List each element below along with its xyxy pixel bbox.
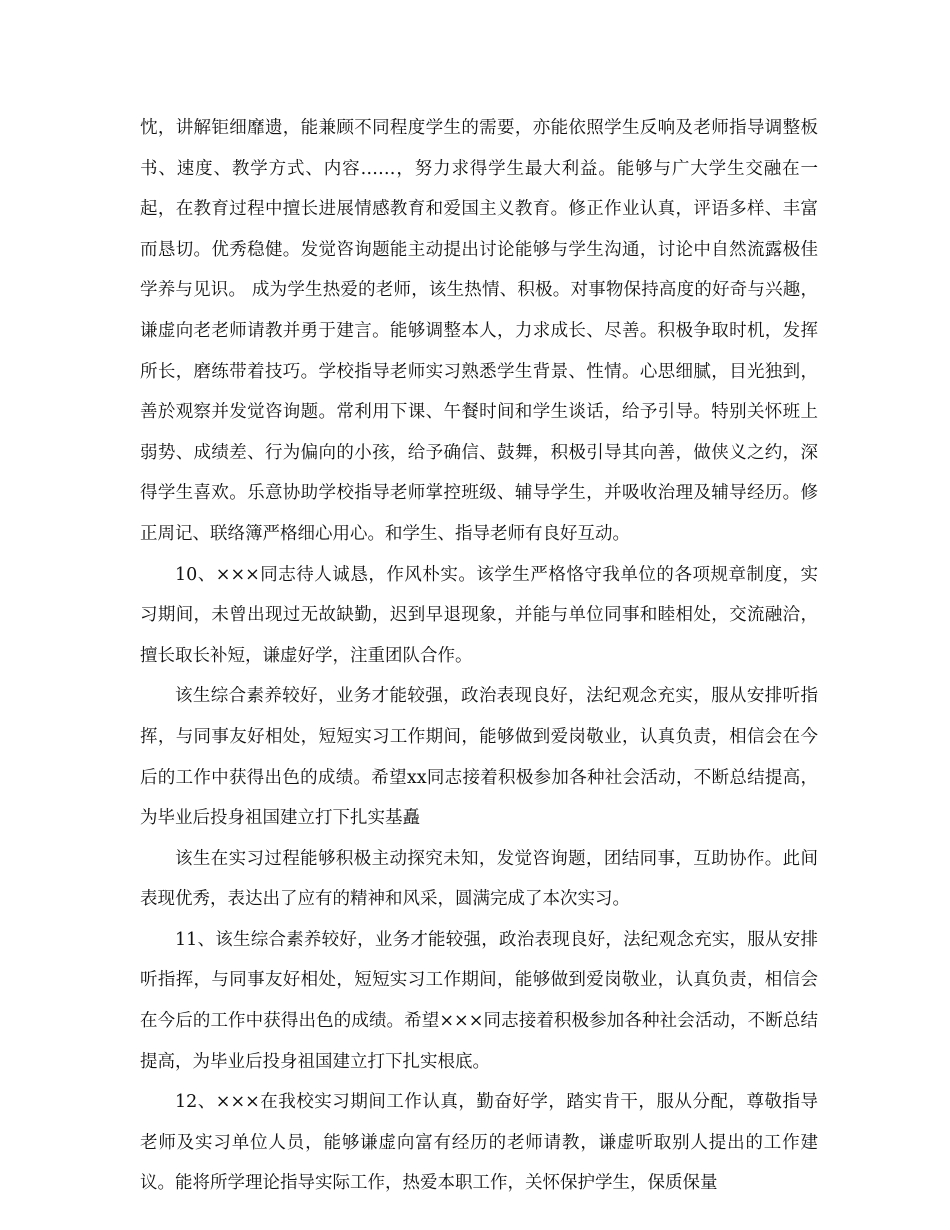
paragraph-item-10-assessment: 该生综合素养较好，业务才能较强，政治表现良好，法纪观念充实，服从安排听指挥，与同事友好相处，短短实习工作期间，能够做到爱岗敬业，认真负责，相信会在今后的工作中获得出色的成绩。希望xx同志接着积极参加各种社会活动，不断总结提高，为毕业后投身祖国建立打下扎实基矗 [140, 686, 818, 829]
paragraph-item-12: 12、×××在我校实习期间工作认真，勤奋好学，踏实肯干，服从分配，尊敬指导老师及实习单位人员，能够谦虚向富有经历的老师请教，谦虚听取别人提出的工作建议。能将所学理论指导实际工作，热爱本职工作，关怀保护学生，保质保量 [140, 1092, 818, 1194]
paragraph-item-10-summary: 该生在实习过程能够积极主动探究未知，发觉咨询题，团结同事，互助协作。此间表现优秀，表达出了应有的精神和风采，圆满完成了本次实习。 [140, 848, 818, 910]
document-body [140, 108, 818, 1204]
paragraph-item-10: 10、×××同志待人诚恳，作风朴实。该学生严格恪守我单位的各项规章制度，实习期间，未曾出现过无故缺勤，迟到早退现象，并能与单位同事和睦相处，交流融洽，擅长取长补短，谦虚好学，注重团队合作。 [140, 564, 818, 666]
paragraph-item-11: 11、该生综合素养较好，业务才能较强，政治表现良好，法纪观念充实，服从安排听指挥，与同事友好相处，短短实习工作期间，能够做到爱岗敬业，认真负责，相信会在今后的工作中获得出色的成绩。希望×××同志接着积极参加各种社会活动，不断总结提高，为毕业后投身祖国建立打下扎实根底。 [140, 929, 818, 1072]
paragraph-continued: 忱，讲解钜细靡遗，能兼顾不同程度学生的需要，亦能依照学生反响及老师指导调整板书、速度、教学方式、内容……，努力求得学生最大利益。能够与广大学生交融在一起，在教育过程中擅长进展情感教育和爱国主义教育。修正作业认真，评语多样、丰富而恳切。优秀稳健。发觉咨询题能主动提出讨论能够与学生沟通，讨论中自然流露极佳学养与见识。 成为学生热爱的老师，该生热情、积极。对事物保持高度的好奇与兴趣，谦虚向老老师请教并勇于建言。能够调整本人，力求成长、尽善。积极争取时机，发挥所长，磨练带着技巧。学校指导老师实习熟悉学生背景、性情。心思细腻，目光独到，善於观察并发觉咨询题。常利用下课、午餐时间和学生谈话，给予引导。特别关怀班上弱势、成绩差、行为偏向的小孩，给予确信、鼓舞，积极引导其向善，做侠义之约，深得学生喜欢。乐意协助学校指导老师掌控班级、辅导学生，并吸收治理及辅导经历。修正周记、联络簿严格细心用心。和学生、指导老师有良好互动。 [140, 118, 818, 544]
